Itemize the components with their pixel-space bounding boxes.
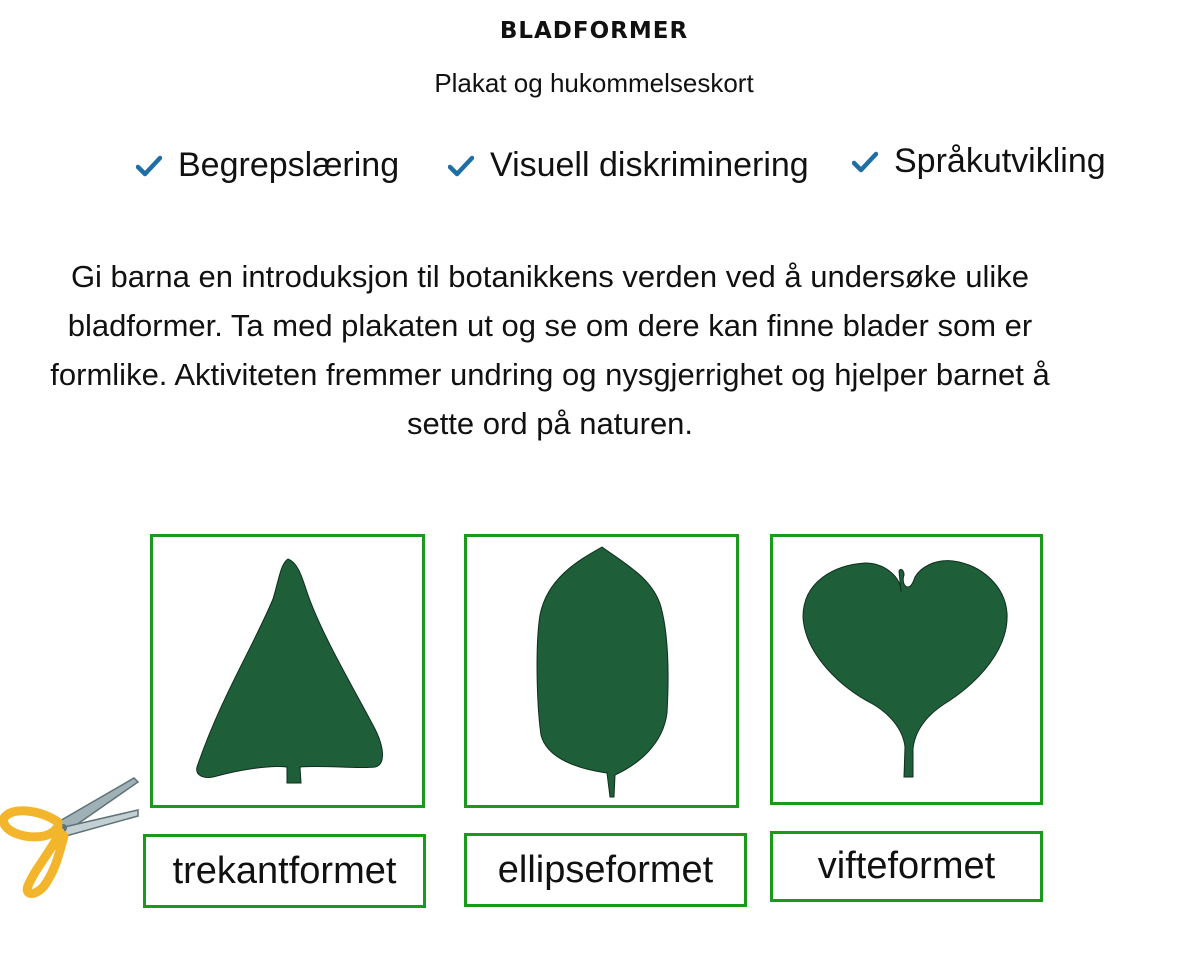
- leaf-card-triangular: [150, 534, 425, 808]
- checkmark-icon: [852, 151, 878, 173]
- page-title: BLADFORMER: [499, 18, 689, 44]
- page-subtitle: Plakat og hukommelseskort: [434, 68, 754, 98]
- triangular-leaf-icon: [153, 537, 422, 805]
- intro-text: [0, 252, 1160, 448]
- leaf-label-triangular: trekantformet: [143, 834, 426, 908]
- elliptic-leaf-icon: [467, 537, 736, 805]
- leaf-card-elliptic: [464, 534, 739, 808]
- leaf-label-fan: vifteformet: [770, 831, 1043, 902]
- intro-line: Gi barna en introduksjon til botanikkens verden ved å undersøke ulike: [70, 259, 1030, 294]
- checkmark-icon: [136, 155, 162, 177]
- scissors-icon: [0, 770, 145, 900]
- skills-list: [0, 142, 1198, 192]
- skill-label: Språkutvikling: [894, 142, 1106, 180]
- checkmark-icon: [448, 155, 474, 177]
- skill-item: [136, 146, 399, 185]
- fan-leaf-icon: [773, 537, 1040, 802]
- skill-item: [852, 142, 1106, 181]
- skill-label: Begrepslæring: [178, 146, 400, 184]
- intro-line: bladformer. Ta med plakaten ut og se om dere kan finne blader som er: [67, 308, 1033, 343]
- leaf-card-fan: [770, 534, 1043, 805]
- skill-item: [448, 146, 809, 185]
- leaf-label-elliptic: ellipseformet: [464, 833, 747, 907]
- intro-line: sette ord på naturen.: [406, 406, 694, 441]
- intro-line: formlike. Aktiviteten fremmer undring og nysgjerrighet og hjelper barnet å: [50, 357, 1050, 392]
- skill-label: Visuell diskriminering: [490, 146, 809, 184]
